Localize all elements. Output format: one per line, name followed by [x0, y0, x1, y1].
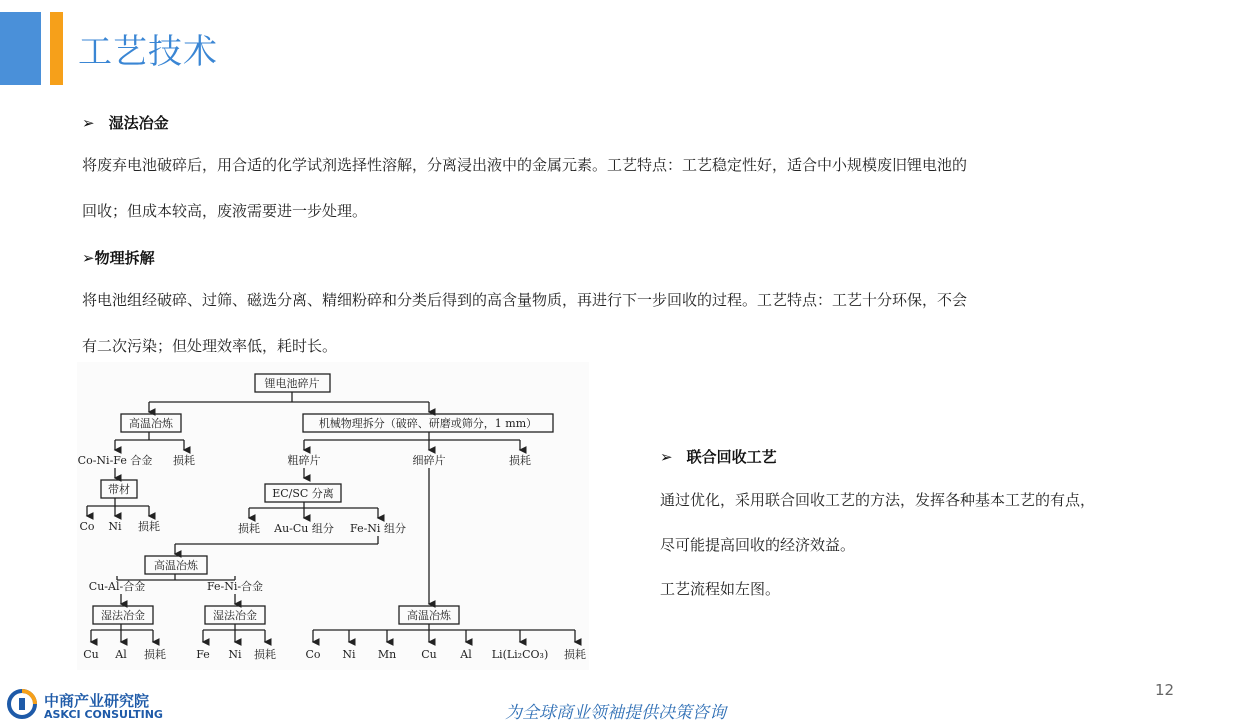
node-coarse: 粗碎片 — [287, 454, 321, 467]
node-loss: 损耗 — [254, 648, 276, 661]
node-mech: 机械物理拆分（破碎、研磨或筛分，1 mm） — [318, 417, 538, 430]
node-smelt1: 高温冶炼 — [129, 417, 173, 430]
page-title: 工艺技术 — [78, 32, 218, 72]
node-loss: 损耗 — [509, 454, 531, 467]
node-loss: 损耗 — [564, 648, 586, 661]
node-al: Al — [115, 648, 127, 661]
combined-desc-line3: 工艺流程如左图。 — [660, 580, 781, 598]
node-cu: Cu — [83, 648, 99, 661]
node-belt: 带材 — [108, 483, 130, 496]
section-heading-physical: ➢物理拆解 — [82, 249, 155, 267]
section-heading-combined: ➢ 联合回收工艺 — [660, 448, 777, 466]
arrow-bullet-icon: ➢ — [82, 114, 95, 132]
section-heading-wet: ➢ 湿法冶金 — [82, 114, 169, 132]
physical-desc-line2: 有二次污染；但处理效率低，耗时长。 — [82, 337, 338, 355]
node-cu: Cu — [421, 648, 437, 661]
logo-text-cn: 中商产业研究院 — [44, 692, 150, 710]
physical-desc-line1: 将电池组经破碎、过筛、磁选分离、精细粉碎和分类后得到的高含量物质，再进行下一步回收的过程。工艺特点：工艺十分环保，不会 — [82, 291, 968, 309]
node-loss: 损耗 — [173, 454, 195, 467]
process-flow-diagram — [77, 362, 589, 670]
node-mn: Mn — [377, 648, 397, 661]
node-aucu: Au-Cu 组分 — [274, 522, 334, 535]
node-ni: Ni — [228, 648, 242, 661]
node-wet-1: 湿法冶金 — [101, 609, 145, 622]
logo-mark-icon — [6, 688, 38, 720]
node-cual: Cu-Al-合金 — [88, 580, 146, 593]
arrow-bullet-icon: ➢ — [660, 448, 673, 466]
header-bar-orange — [50, 12, 63, 85]
footer-slogan: 为全球商业领袖提供决策咨询 — [505, 703, 726, 723]
wet-desc-line2: 回收；但成本较高，废液需要进一步处理。 — [82, 202, 368, 220]
node-wet-2: 湿法冶金 — [213, 609, 257, 622]
wet-desc-line1: 将废弃电池破碎后，用合适的化学试剂选择性溶解，分离浸出液中的金属元素。工艺特点：工艺稳定性好，适合中小规模废旧锂电池的 — [82, 156, 968, 174]
node-loss: 损耗 — [144, 648, 166, 661]
node-al: Al — [460, 648, 472, 661]
askci-logo — [6, 688, 176, 724]
node-smelt3: 高温冶炼 — [407, 609, 451, 622]
node-smelt2: 高温冶炼 — [154, 559, 198, 572]
node-fine: 细碎片 — [412, 454, 446, 467]
logo-text-en: ASKCI CONSULTING — [44, 708, 163, 721]
node-li: Li(Li₂CO₃) — [491, 648, 549, 661]
node-co: Co — [79, 520, 95, 533]
page-number: 12 — [1155, 681, 1175, 699]
header-bar-blue — [0, 12, 41, 85]
node-loss: 损耗 — [238, 522, 260, 535]
combined-desc-line2: 尽可能提高回收的经济效益。 — [660, 536, 856, 554]
node-conife: Co-Ni-Fe 合金 — [77, 454, 153, 467]
node-fe: Fe — [196, 648, 210, 661]
node-root: 锂电池碎片 — [264, 377, 320, 390]
arrow-bullet-icon: ➢ — [82, 249, 95, 267]
node-ni: Ni — [342, 648, 356, 661]
node-co: Co — [305, 648, 321, 661]
node-loss: 损耗 — [138, 520, 160, 533]
node-ecsc: EC/SC 分离 — [272, 487, 334, 500]
node-ni: Ni — [108, 520, 122, 533]
node-feni: Fe-Ni 组分 — [350, 522, 406, 535]
node-fenialloy: Fe-Ni-合金 — [206, 580, 264, 593]
combined-desc-line1: 通过优化，采用联合回收工艺的方法，发挥各种基本工艺的有点， — [660, 491, 1096, 509]
